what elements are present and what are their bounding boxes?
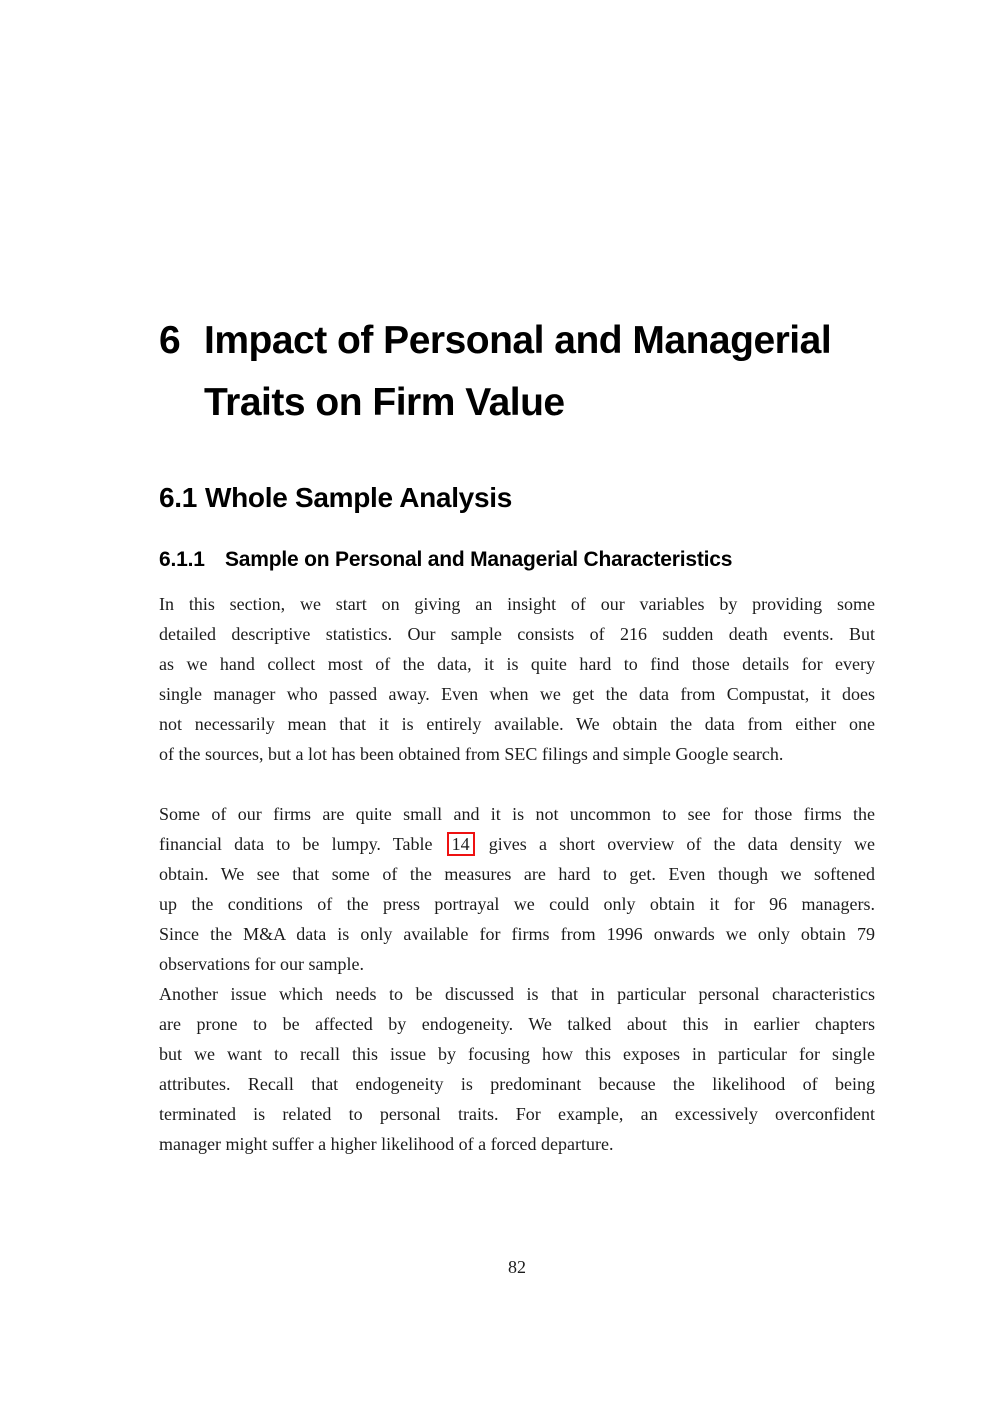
chapter-title-line-2: Traits on Firm Value — [204, 381, 565, 424]
text-line: but we want to recall this issue by focusing how this exposes in particular for single — [159, 1044, 875, 1064]
subsection-number: 6.1.1 — [159, 548, 205, 571]
text-line: detailed descriptive statistics. Our sample consists of 216 sudden death events. But — [159, 624, 875, 644]
text-line: Since the M&A data is only available for firms from 1996 onwards we only obtain 79 — [159, 924, 875, 944]
text-line: terminated is related to personal traits. For example, an excessively overconfident — [159, 1104, 875, 1124]
text-line: Another issue which needs to be discussed is that in particular personal characteristics — [159, 984, 875, 1004]
section-heading — [159, 481, 875, 515]
chapter-number: 6 — [159, 319, 181, 362]
section-title: Whole Sample Analysis — [205, 482, 512, 513]
paragraph — [159, 979, 875, 1159]
chapter-title-line-1: Impact of Personal and Managerial — [204, 319, 832, 362]
text-line: Some of our firms are quite small and it is not uncommon to see for those firms the — [159, 804, 875, 824]
page-number: 82 — [508, 1257, 526, 1277]
text-line: In this section, we start on giving an insight of our variables by providing some — [159, 594, 875, 614]
subsection-title: Sample on Personal and Managerial Characteristics — [225, 548, 733, 571]
text-line: of the sources, but a lot has been obtained from SEC filings and simple Google search. — [159, 744, 784, 764]
paragraph — [159, 589, 875, 769]
section-number: 6.1 — [159, 482, 198, 513]
table-ref-link[interactable]: 14 — [447, 832, 475, 856]
subsection-heading — [159, 547, 875, 573]
text-line: observations for our sample. — [159, 954, 364, 974]
text-line: as we hand collect most of the data, it is quite hard to find those details for every — [159, 654, 875, 674]
text-column — [159, 0, 875, 1159]
chapter-heading — [159, 310, 875, 434]
text-line: financial data to be lumpy. Table 14 gives a short overview of the data density we — [159, 834, 875, 854]
text-line: up the conditions of the press portrayal we could only obtain it for 96 managers. — [159, 894, 875, 914]
text-line: manager might suffer a higher likelihood of a forced departure. — [159, 1134, 614, 1154]
body-text — [159, 589, 875, 1159]
text-line: attributes. Recall that endogeneity is predominant because the likelihood of being — [159, 1074, 875, 1094]
text-line: obtain. We see that some of the measures are hard to get. Even though we softened — [159, 864, 875, 884]
text-line: are prone to be affected by endogeneity. We talked about this in earlier chapters — [159, 1014, 875, 1034]
paragraph — [159, 799, 875, 979]
chapter-title — [204, 310, 831, 434]
text-line: single manager who passed away. Even when we get the data from Compustat, it does — [159, 684, 875, 704]
text-line: not necessarily mean that it is entirely available. We obtain the data from either one — [159, 714, 875, 734]
